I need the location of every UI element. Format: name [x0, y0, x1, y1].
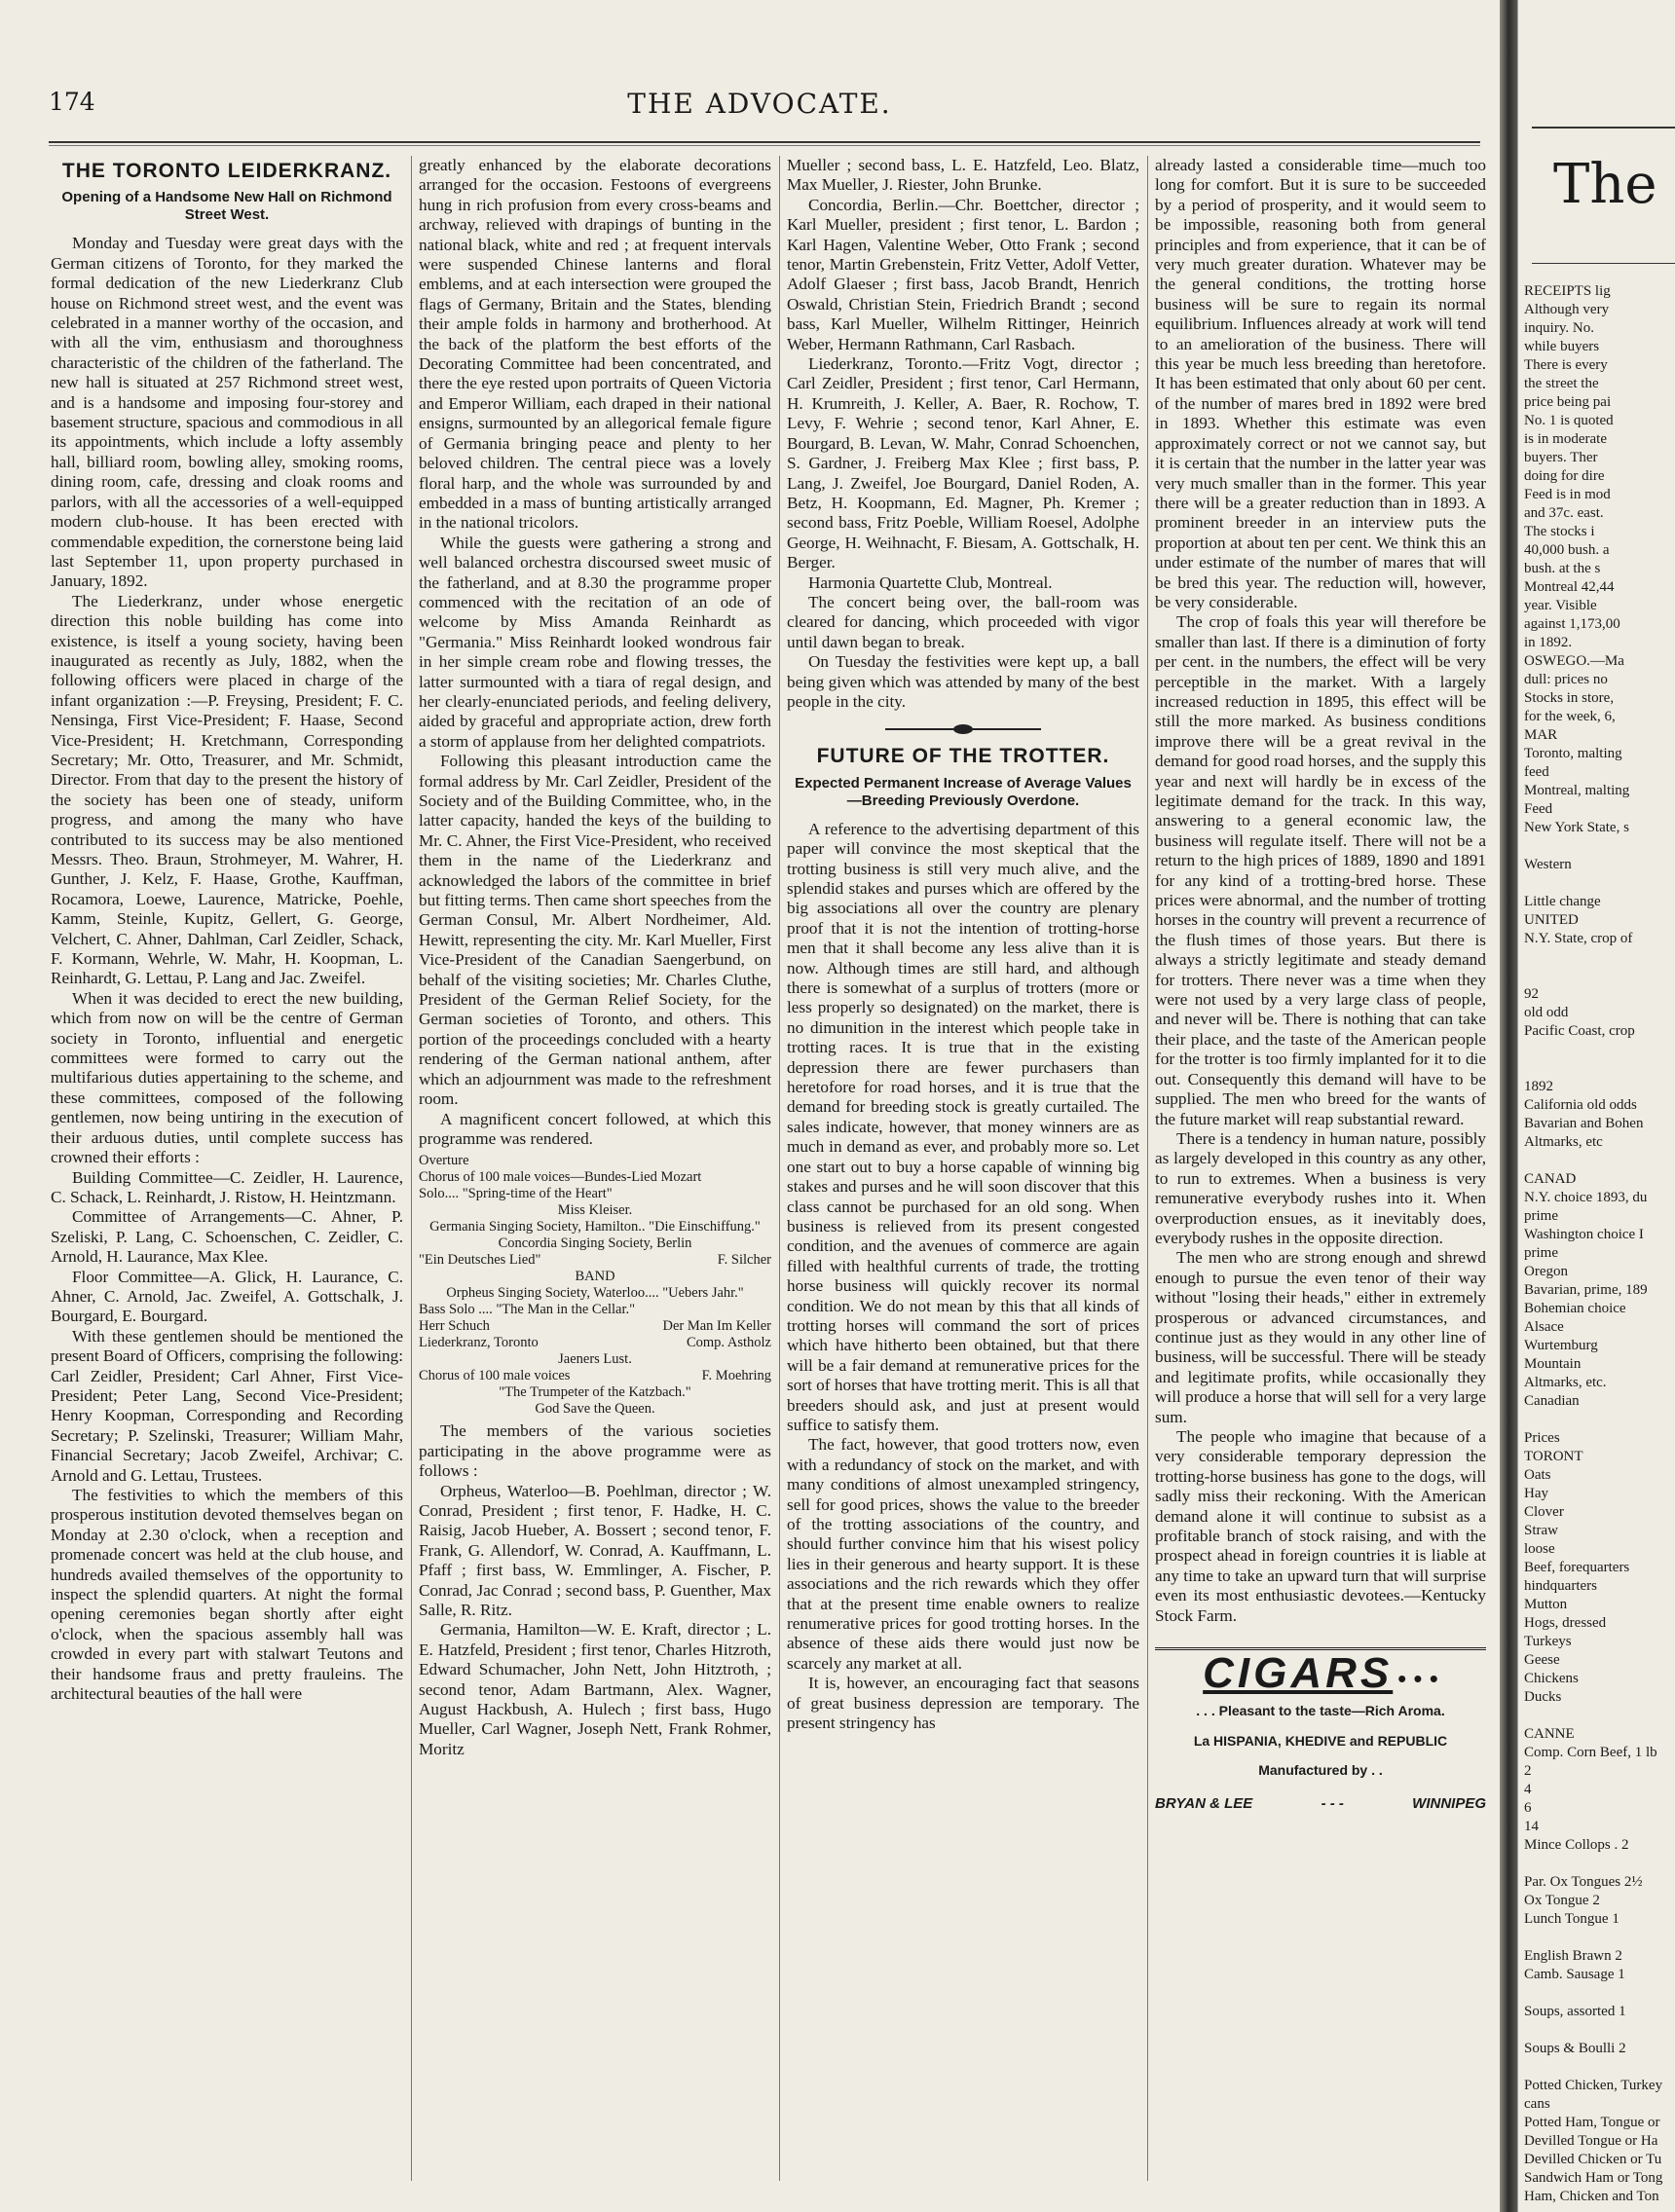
article-subheading: Expected Permanent Increase of Average Values—Breeding Previously Overdone. [795, 774, 1132, 809]
paragraph: Germania, Hamilton—W. E. Kraft, director ; L. E. Hatzfeld, President ; first tenor, Charles Hitzroth, Edward Schumacher, John Nett, John Hitztroth, ; second tenor, Adam Bartmann, Alex. Wagner, August Hackbush, A. Hulech ; first bass, Hugo Mueller, Carl Wagner, Joseph Nett, Frank Rohmer, Moritz [419, 1620, 771, 1758]
market-line: doing for dire [1524, 468, 1605, 484]
masthead-rule [1532, 127, 1675, 129]
paragraph: already lasted a considerable time—much too long for comfort. But it is sure to be succeeded by a period of prosperity, and it would seem to be impossible, reasoning both from general principles and from experience, that it can be of very much greater duration. Whatever may be the general conditions, the trotting horse business will be sure to regain its normal equilibrium. Influences already at work will tend to an amelioration of the business. There will this year be much less breeding than heretofore. It has been estimated that only about 60 per cent. of the number of mares bred in 1892 were bred in 1893. Whether this estimate was even approximately correct or not we cannot say, but it is certain that the number in the latter year was very much smaller than in the former. This year there will be a greater reduction than in 1893. A prominent breeder in an interview puts the proportion at about ten per cent. We think this an under estimate of the number of mares that will be bred this year. The reduction will, however, be very considerable. [1155, 156, 1486, 611]
advert-tagline: . . . Pleasant to the taste—Rich Aroma. [1196, 1703, 1445, 1719]
paragraph: Mueller ; second bass, L. E. Hatzfeld, Leo. Blatz, Max Mueller, J. Riester, John Brunke. [787, 156, 1139, 195]
advert-dashes: - - - [1321, 1794, 1344, 1812]
programme-composer: Comp. Astholz [686, 1335, 771, 1351]
paragraph: The people who imagine that because of a very considerable temporary depression the trotting-horse business has gone to the dogs, will sadly miss their reckoning. With the American demand alone it will continue to subsist as a profitable branch of stock raising, and with the prospect ahead in foreign countries it is liable at any time to take an upward turn that will surprise even its most enthusiastic devotees.—Kentucky Stock Farm. [1155, 1427, 1486, 1625]
market-line: Stocks in store, [1524, 690, 1615, 706]
market-line: old odd [1524, 1005, 1569, 1020]
market-line: English Brawn 2 [1524, 1948, 1622, 1964]
advert-headline: CIGARS [1203, 1649, 1394, 1698]
market-line [1524, 1152, 1675, 1170]
cigars-advertisement [1155, 1647, 1486, 1814]
market-line: CANNE [1524, 1726, 1575, 1742]
market-line: Mountain [1524, 1356, 1582, 1372]
market-line: OSWEGO.—Ma [1524, 653, 1624, 669]
programme-entry [419, 1186, 771, 1202]
article-body [787, 156, 1139, 712]
market-line: Bavarian and Bohen [1524, 1116, 1644, 1131]
market-line: Mince Collops . 2 [1524, 1837, 1629, 1853]
column-divider [779, 156, 780, 2181]
programme-item: Liederkranz, Toronto [419, 1335, 539, 1351]
programme-entry: BAND [575, 1269, 615, 1285]
market-line: N.Y. choice 1893, du [1524, 1190, 1648, 1205]
market-line: Altmarks, etc [1524, 1134, 1603, 1150]
market-line: prime [1524, 1208, 1558, 1224]
market-line: No. 1 is quoted [1524, 413, 1614, 428]
programme-entry [419, 1318, 771, 1335]
programme-entry: Miss Kleiser. [557, 1202, 633, 1219]
programme-composer: F. Moehring [701, 1368, 771, 1384]
market-line: Camb. Sausage 1 [1524, 1967, 1625, 1982]
market-line: Washington choice I [1524, 1227, 1644, 1242]
market-line: California old odds [1524, 1097, 1637, 1113]
divider-ornament [885, 723, 1041, 735]
programme-entry [419, 1252, 771, 1269]
market-line: 40,000 bush. a [1524, 542, 1610, 558]
market-line [1524, 1411, 1675, 1429]
market-line: RECEIPTS lig [1524, 283, 1611, 299]
market-line: MAR [1524, 727, 1558, 743]
market-line: year. Visible [1524, 598, 1597, 613]
paragraph: The Liederkranz, under whose energetic direction this noble building has come into existence, is itself a young society, having been inaugurated as recently as July, 1882, when the following officers were placed in charge of the infant organization :—P. Freysing, President; F. C. Nensinga, First Vice-President; F. Haase, Second Vice-President; H. Kretchmann, Corresponding Secretary; Mr. Otto, Treasurer, and Mr. Schmidt, Director. From that day to the present the history of the society has been one of steady, uniform progress, and among the many who have contributed to its success may be also mentioned Messrs. Theo. Braun, Strohmeyer, M. Wahrer, H. Gunther, J. Kelz, F. Haase, Grothe, Kauffman, Rocamora, Loewe, Laurence, Matricke, Poehle, Kamm, Steinle, Kupitz, Gellert, G. George, Velchert, C. Ahner, Dahlman, Carl Zeidler, Schack, F. Kormann, Wehrle, W. Mahr, H. Koopman, L. Reinhardt, G. Lettau, P. Lang and Jac. Zweifel. [51, 591, 403, 988]
market-report-fragment [1524, 282, 1675, 2206]
advert-firm: BRYAN & LEE [1155, 1794, 1253, 1812]
market-line: dull: prices no [1524, 672, 1608, 687]
article-heading: FUTURE OF THE TROTTER. [816, 745, 1110, 768]
market-line: Clover [1524, 1504, 1564, 1520]
paragraph: The crop of foals this year will therefore be smaller than last. If there is a diminution of forty per cent. in the numbers, the effect will be very perceptible in the market. With a largely increased reduction in 1895, this effect will be still the more marked. As business conditions improve there will be a great revival in the demand for good road horses, and the supply this year and next will hardly be in excess of the legitimate demand for the track. In this way, answering to a general economic law, the business will regulate itself. There will not be a return to the high prices of 1889, 1890 and 1891 for any kind of a trotting-bred horse. These prices were abnormal, and the number of trotting horses in the country will prevent a recurrence of the flush times of those years. But there is always a strictly legitimate and steady demand for trotters. There never was a time when they were not used by a very large class of people, and never will be. There is nothing that can take their place, and the taste of the American people for the trotter is too firmly implanted for it to die out. Consequently this demand will have to be supplied. The men who breed for the wants of the future market will reap substantial reward. [1155, 612, 1486, 1128]
market-line: Canadian [1524, 1393, 1580, 1409]
page-number: 174 [49, 88, 95, 116]
masthead-rule [1532, 263, 1675, 264]
advert-manufactured: Manufactured by . . [1258, 1762, 1383, 1779]
article-body [419, 156, 771, 1149]
market-line: There is every [1524, 357, 1608, 373]
programme-entry [419, 1335, 771, 1351]
article-body [51, 234, 403, 1704]
market-line: N.Y. State, crop of [1524, 931, 1633, 946]
market-line: Alsace [1524, 1319, 1564, 1335]
market-line [1524, 1059, 1675, 1078]
programme-composer: F. Silcher [717, 1252, 771, 1269]
book-gutter [1500, 0, 1517, 2212]
programme-entry: Concordia Singing Society, Berlin [498, 1235, 692, 1252]
programme-item: "Ein Deutsches Lied" [419, 1252, 541, 1269]
programme-entry: "The Trumpeter of the Katzbach." [499, 1384, 691, 1401]
market-line: 2 [1524, 1763, 1532, 1779]
market-line: Bavarian, prime, 189 [1524, 1282, 1648, 1298]
market-line: the street the [1524, 376, 1599, 391]
programme-entry [419, 1302, 771, 1318]
market-line: UNITED [1524, 912, 1579, 928]
market-line [1524, 1707, 1675, 1725]
paragraph: With these gentlemen should be mentioned the present Board of Officers, comprising the following: Carl Zeidler, President; Carl Ahner, First Vice-President; Peter Lang, Second Vice-President; Henry Koopman, Corresponding and Recording Secretary; P. Szelinski, Treasurer; William Mahr, Financial Secretary; Jacob Zweifel, Archivar; C. Arnold and G. Lettau, Trustees. [51, 1326, 403, 1485]
article-body [787, 820, 1139, 1734]
paragraph: When it was decided to erect the new building, which from now on will be the centre of German society in Toronto, influential and energetic committees were formed to carry out the multifarious duties appertaining to the scheme, and these committees, composed of the following gentlemen, now being untiring in the execution of their arduous duties, until complete success has crowned their efforts : [51, 988, 403, 1167]
programme-entry: Jaeners Lust. [558, 1351, 632, 1368]
page-header [49, 88, 1470, 123]
market-line: New York State, s [1524, 820, 1629, 835]
article-subheading: Opening of a Handsome New Hall on Richmond Street West. [61, 189, 392, 224]
market-line: is in moderate [1524, 431, 1607, 447]
column-4 [1155, 156, 1486, 2181]
paragraph: Monday and Tuesday were great days with the German citizens of Toronto, for they marked the formal dedication of the new Liederkranz Club house on Richmond street west, and the event was celebrated in a manner worthy of the occasion, and with all the vim, enthusiasm and thoroughness characteristic of the children of the fatherland. The new hall is situated at 257 Richmond street west, and is a handsome and imposing four-storey and basement structure, spacious and commodious in all its appointments, which include a lofty assembly hall, billiard room, bowling alley, smoking rooms, dining room, cafe, dressing and cloak rooms and parlors, with all the accessories of a well-equipped modern club-house. It has been erected with commendable expedition, the cornerstone being laid last September 11, upon property purchased in January, 1892. [51, 234, 403, 591]
programme-composer: Der Man Im Keller [662, 1318, 771, 1335]
market-line: 14 [1524, 1819, 1539, 1834]
paragraph: Harmonia Quartette Club, Montreal. [808, 572, 1053, 592]
market-line [1524, 1984, 1675, 2003]
masthead-fragment: The [1553, 153, 1657, 216]
market-line: TORONT [1524, 1449, 1583, 1464]
market-line: Bohemian choice [1524, 1301, 1626, 1316]
market-line: Par. Ox Tongues 2½ [1524, 1874, 1643, 1890]
article-body [1155, 156, 1486, 1626]
market-line: Chickens [1524, 1671, 1579, 1686]
market-line: 6 [1524, 1800, 1532, 1816]
market-line: Feed is in mod [1524, 487, 1611, 502]
market-line: for the week, 6, [1524, 709, 1616, 724]
programme-entry: God Save the Queen. [535, 1401, 655, 1418]
market-line: feed [1524, 764, 1549, 780]
market-line: Soups, assorted 1 [1524, 2004, 1626, 2019]
concert-programme [419, 1153, 771, 1418]
programme-entry [419, 1368, 771, 1384]
market-line: buyers. Ther [1524, 450, 1598, 465]
market-line [1524, 1929, 1675, 1947]
paragraph: The concert being over, the ball-room was cleared for dancing, which proceeded with vigor until dawn began to break. [787, 592, 1139, 651]
paragraph: There is a tendency in human nature, possibly as largely developed in this country as any other, to run to extremes. When a business is very remunerative everybody rushes into it. When overproduction ensues, as it inevitably does, everybody rushes in the opposite direction. [1155, 1128, 1486, 1247]
market-line: The stocks i [1524, 524, 1595, 539]
market-line: Prices [1524, 1430, 1560, 1446]
newspaper-title: THE ADVOCATE. [627, 88, 892, 120]
market-line: Toronto, malting [1524, 746, 1622, 761]
programme-item: Herr Schuch [419, 1318, 490, 1335]
paragraph: The men who are strong enough and shrewd enough to pursue the even tenor of their way without "losing their heads," either in extremely prosperous or advanced circumstances, and continue just as they would in any other line of business, will be successful. There will be steady and legitimate profits, while occasionally they will produce a horse that will sell for a very large sum. [1155, 1248, 1486, 1426]
market-line: Potted Chicken, Turkey [1524, 2078, 1663, 2093]
market-line: and 37c. east. [1524, 505, 1604, 521]
market-line: 92 [1524, 986, 1539, 1002]
market-line: in 1892. [1524, 635, 1573, 650]
market-line: inquiry. No. [1524, 320, 1594, 336]
market-line: Devilled Tongue or Ha [1524, 2133, 1658, 2149]
column-divider [1147, 156, 1148, 2181]
programme-item: Chorus of 100 male voices—Bundes-Lied Mozart [419, 1169, 702, 1186]
market-line: Ducks [1524, 1689, 1562, 1705]
market-line [1524, 1041, 1675, 1059]
adjacent-page [1517, 0, 1675, 2212]
market-line: Potted Ham, Tongue or [1524, 2115, 1660, 2130]
market-line: cans [1524, 2096, 1550, 2112]
programme-entry: Germania Singing Society, Hamilton.. "Die Einschiffung." [429, 1219, 761, 1235]
market-line: Comp. Corn Beef, 1 lb [1524, 1745, 1657, 1760]
market-line: Altmarks, etc. [1524, 1375, 1607, 1390]
market-line: Oregon [1524, 1264, 1568, 1279]
market-line [1524, 967, 1675, 985]
header-rule [49, 141, 1480, 146]
paragraph: A reference to the advertising department of this paper will convince the most skeptical that the trotting business is still very much alive, and the splendid stakes and purses which are offered by the big associations all over the country are plenary proof that it is not the intention of trotting-horse men that it shall become any less alive than it is now. Although times are still hard, and although there is somewhat of a surplus of trotters (more or less properly so designated) on the market, there is no dimunition in the interest which people take in trotting races. It is true that in the existing depression there are fewer purchasers than heretofore for road horses, and it is true that the demand for breeding stock is greatly curtailed. The sales indicate, however, that money winners are as much in demand as ever, and probably more so. Let one start out to buy a horse capable of winning big stakes and purses and he will soon discover that this class cannot be purchased for an old song. When business is relieved from its present congested condition, and the avenues of commerce are again filled with healthful currents of trade, the trotting horse business will quickly recover its normal condition. We do not mean by this that all kinds of trotting horses will command the sort of prices which have hitherto been obtained, but that there will be a fair demand at remunerative prices for the sort of horses that have trotting merit. This is all that breeders should ask, and just at present would suffice to satisfy them. [787, 819, 1139, 1434]
market-line: against 1,173,00 [1524, 616, 1620, 632]
market-line: Hay [1524, 1486, 1548, 1501]
paragraph: Orpheus, Waterloo—B. Poehlman, director ; W. Conrad, President ; first tenor, F. Hadke, H. C. Raisig, Jacob Hueber, A. Bossert ; second tenor, F. Frank, G. Allendorf, W. Conrad, A. Kauffmann, L. Pfaff ; first bass, W. Emmlinger, A. Fischer, P. Conrad, Jac Conrad ; second bass, P. Guenther, Max Salle, R. Ritz. [419, 1481, 771, 1619]
article-heading: THE TORONTO LEIDERKRANZ. [61, 160, 392, 182]
programme-item: Overture [419, 1153, 469, 1169]
market-line: Mutton [1524, 1597, 1568, 1612]
paragraph: On Tuesday the festivities were kept up, a ball being given which was attended by many of the best people in the city. [787, 652, 1139, 711]
market-line: bush. at the s [1524, 561, 1601, 576]
programme-item: Chorus of 100 male voices [419, 1368, 571, 1384]
market-line: Montreal, malting [1524, 783, 1630, 798]
market-line: Feed [1524, 801, 1553, 817]
advert-dots: • • • [1397, 1664, 1438, 1694]
market-line: Western [1524, 857, 1572, 872]
market-line: Wurtemburg [1524, 1338, 1598, 1353]
paragraph: Concordia, Berlin.—Chr. Boettcher, director ; Karl Mueller, president ; first tenor, L. Bardon ; Karl Hagen, Valentine Weber, Otto Frank ; second tenor, Martin Grebenstein, Fritz Vetter, Adolf Vetter, Adolf Glaeser ; first bass, Jacob Brandt, Henrich Oswald, Christian Stein, Friedrich Brandt ; second bass, Karl Mueller, Wilhelm Rittinger, Heinrich Weber, Hermann Rathmann, Carl Rasbach. [787, 195, 1139, 353]
paragraph: It is, however, an encouraging fact that seasons of great business depression are temporary. The present stringency has [787, 1674, 1139, 1733]
market-line: Hogs, dressed [1524, 1615, 1607, 1631]
paragraph: The fact, however, that good trotters now, even with a redundancy of stock on the market, and with many conditions of almost unexampled stringency, sell for good prices, shows the value to the breeder of the trotting associations of the country, and should further convince him that his wisest policy lies in their generous and hearty support. It is these associations and the rich rewards which they offer that at the present time enable owners to realize renumerative prices for good trotting horses. In the absence of these aids there would just now be scarcely any market at all. [787, 1435, 1139, 1673]
paragraph: Liederkranz, Toronto.—Fritz Vogt, director ; Carl Zeidler, President ; first tenor, Carl Hermann, H. Krumreith, J. Keller, A. Baer, R. Rochow, T. Levy, F. Wehrie ; second tenor, Karl Ahner, E. Bourgard, B. Levan, W. Mahr, Conrad Schoenchen, S. Gardner, J. Freiberg Max Klee ; first bass, P. Lang, J. Zweifel, Joe Bourgard, Daniel Roden, A. Betz, H. Koopmann, Ed. Magner, Ph. Kremer ; second bass, Fritz Poeble, William Roesel, Adolphe George, H. Weihnacht, F. Biesam, A. Gottschalk, H. Berger. [787, 354, 1139, 572]
market-line: Lunch Tongue 1 [1524, 1911, 1619, 1927]
programme-entry [419, 1153, 771, 1169]
paragraph: Building Committee—C. Zeidler, H. Laurence, C. Schack, L. Reinhardt, J. Ristow, H. Heintzmann. [51, 1167, 403, 1206]
paragraph: The members of the various societies participating in the above programme were as follows : [419, 1421, 771, 1481]
market-line: Geese [1524, 1652, 1560, 1668]
column-2 [419, 156, 771, 2181]
paragraph: Floor Committee—A. Glick, H. Laurance, C. Ahner, C. Arnold, Jac. Zweifel, A. Gottschalk, J. Bourgard, E. Bourgard. [51, 1267, 403, 1326]
market-line: Little change [1524, 894, 1601, 909]
market-line: loose [1524, 1541, 1555, 1557]
programme-entry: Orpheus Singing Society, Waterloo.... "Uebers Jahr." [446, 1285, 744, 1302]
paragraph: Committee of Arrangements—C. Ahner, P. Szeliski, P. Lang, C. Schoenschen, C. Zeidler, C. Arnold, H. Laurance, Max Klee. [51, 1207, 403, 1267]
market-line: CANAD [1524, 1171, 1577, 1187]
paragraph: A magnificent concert followed, at which this programme was rendered. [419, 1109, 771, 1148]
paragraph: While the guests were gathering a strong and well balanced orchestra discoursed sweet music of the fatherland, and at 8.30 the programme proper commenced with the recitation of an ode of welcome by Miss Amanda Reinhardt as "Germania." Miss Reinhardt looked wondrous fair in her simple cream robe and flowing tresses, the latter surmounted with a tiara of regal design, and her clearly-enunciated periods, and feeling delivery, aided by graceful and appropriate action, drew forth a storm of applause from her delighted compatriots. [419, 533, 771, 751]
paragraph: Following this pleasant introduction came the formal address by Mr. Carl Zeidler, President of the Society and of the Building Committee, who, in the latter capacity, handed the keys of the building to Mr. C. Ahner, the First Vice-President, who received them in the name of the Liederkranz and acknowledged the labors of the committee in brief but fitting terms. Then came short speeches from the German Consul, Mr. Albert Nordheimer, Ald. Hewitt, representing the city. Mr. Karl Mueller, First Vice-President of the Canadian Saengerbund, on behalf of the visiting societies; Mr. Charles Cluthe, President of the German Relief Society, for the German societies of Toronto, and others. This portion of the proceedings concluded with a hearty rendering of the German national anthem, after which an adjournment was made to the refreshment room. [419, 752, 771, 1109]
article-body [419, 1421, 771, 1759]
market-line: Soups & Boulli 2 [1524, 2041, 1626, 2056]
paragraph: greatly enhanced by the elaborate decorations arranged for the occasion. Festoons of evergreens hung in rich profusion from every cross-beams and archway, relieved with drapings of bunting in the national black, white and red ; at frequent intervals were suspended Chinese lanterns and floral emblems, and at each intersection were grouped the flags of Germany, Britain and the States, blending their ample folds in harmony and brotherhood. At the back of the platform the best efforts of the Decorating Committee had been concentrated, and there the eye rested upon portraits of Queen Victoria and Emperor William, each draped in their national ensigns, surmounted by an allegorical female figure of Germania bringing peace and plenty to her beloved children. The central piece was a lovely floral harp, and the whole was surrounded by and embedded in a mass of bunting artistically arranged in the national tricolors. [419, 156, 771, 533]
market-line: Ox Tongue 2 [1524, 1893, 1600, 1908]
market-line: Although very [1524, 302, 1610, 317]
market-line [1524, 2021, 1675, 2040]
market-line [1524, 837, 1675, 856]
paragraph: The festivities to which the members of this prosperous institution devoted themselves began on Monday at 2.30 o'clock, when a reception and promenade concert was held at the club house, and hundreds availed themselves of the opportunity to inspect the splendid quarters. At night the formal opening ceremonies began shortly after eight o'clock, when the spacious assembly hall was crowded in every part with stalwart Teutons and their handsome fraus and pretty frauleins. The architectural beauties of the hall were [51, 1486, 403, 1704]
advert-brands: La HISPANIA, KHEDIVE and REPUBLIC [1193, 1732, 1448, 1749]
market-line: Straw [1524, 1523, 1558, 1538]
market-line [1524, 874, 1675, 893]
market-line: 1892 [1524, 1079, 1553, 1094]
market-line: Turkeys [1524, 1634, 1572, 1649]
market-line [1524, 2058, 1675, 2077]
market-line: prime [1524, 1245, 1558, 1261]
market-line: price being pai [1524, 394, 1612, 410]
advert-city: WINNIPEG [1412, 1794, 1486, 1812]
market-line: Pacific Coast, crop [1524, 1023, 1635, 1039]
programme-entry [419, 1169, 771, 1186]
programme-item: Solo.... "Spring-time of the Heart" [419, 1186, 613, 1202]
market-line [1524, 948, 1675, 967]
column-1 [51, 156, 403, 2181]
market-line: Beef, forequarters [1524, 1560, 1630, 1575]
column-3 [787, 156, 1139, 2181]
column-divider [411, 156, 412, 2181]
market-line: Oats [1524, 1467, 1551, 1483]
market-line: Montreal 42,44 [1524, 579, 1615, 595]
market-line: 4 [1524, 1782, 1532, 1797]
market-line: Sandwich Ham or Tong [1524, 2170, 1663, 2186]
market-line: Devilled Chicken or Tu [1524, 2152, 1662, 2167]
programme-item: Bass Solo .... "The Man in the Cellar." [419, 1302, 636, 1318]
market-line [1524, 1855, 1675, 1873]
market-line: hindquarters [1524, 1578, 1597, 1594]
market-line: while buyers [1524, 339, 1600, 354]
market-line: Ham, Chicken and Ton [1524, 2189, 1659, 2204]
